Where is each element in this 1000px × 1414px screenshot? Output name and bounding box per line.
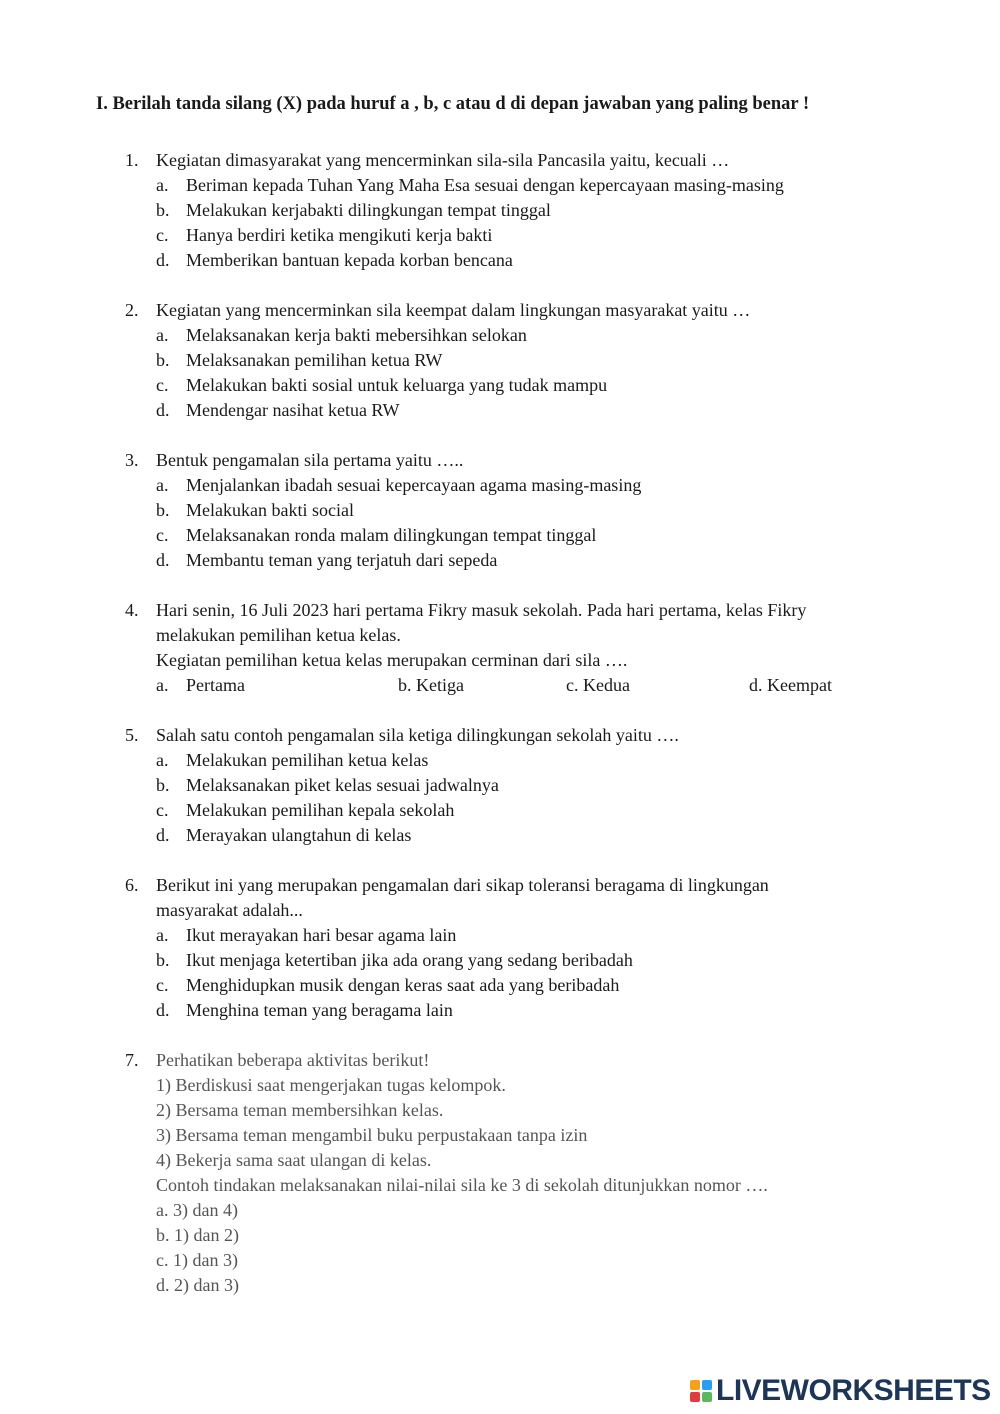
option-text: Melaksanakan kerja bakti mebersihkan selokan <box>186 325 527 345</box>
option-letter: d. <box>156 250 170 270</box>
option-letter: a. <box>156 750 169 770</box>
liveworksheets-logo-icon <box>690 1380 712 1402</box>
option-letter: d. <box>156 825 170 845</box>
question-number: 1. <box>125 150 139 170</box>
option-letter: a. <box>156 925 169 945</box>
option-letter: c. <box>156 800 169 820</box>
option-letter: b. <box>156 950 170 970</box>
activity-item-4: 4) Bekerja sama saat ulangan di kelas. <box>156 1150 432 1170</box>
option-a[interactable]: a. 3) dan 4) <box>156 1200 238 1220</box>
question-number: 4. <box>125 600 139 620</box>
option-b[interactable]: b. Ketiga <box>398 675 464 695</box>
option-letter: d. <box>156 400 170 420</box>
question-text: masyarakat adalah... <box>156 900 303 920</box>
option-text: Mendengar nasihat ketua RW <box>186 400 400 420</box>
question-text: Kegiatan pemilihan ketua kelas merupakan cerminan dari sila …. <box>156 650 628 670</box>
option-c[interactable]: c. 1) dan 3) <box>156 1250 238 1270</box>
option-text: Melaksanakan piket kelas sesuai jadwalnya <box>186 775 499 795</box>
option-text: Merayakan ulangtahun di kelas <box>186 825 412 845</box>
option-c[interactable]: c. Kedua <box>566 675 630 695</box>
question-text: Salah satu contoh pengamalan sila ketiga dilingkungan sekolah yaitu …. <box>156 725 679 745</box>
option-d[interactable]: d. Keempat <box>749 675 832 695</box>
option-letter: c. <box>156 225 169 245</box>
question-text: Hari senin, 16 Juli 2023 hari pertama Fikry masuk sekolah. Pada hari pertama, kelas Fikry <box>156 600 807 620</box>
option-letter: d. <box>156 550 170 570</box>
option-text: Melakukan kerjabakti dilingkungan tempat tinggal <box>186 200 551 220</box>
question-number: 6. <box>125 875 139 895</box>
instruction-heading: I. Berilah tanda silang (X) pada huruf a , b, c atau d di depan jawaban yang paling benar ! <box>96 94 810 114</box>
option-text: Menghina teman yang beragama lain <box>186 1000 453 1020</box>
option-d[interactable]: d. 2) dan 3) <box>156 1275 239 1295</box>
liveworksheets-logo[interactable] <box>690 1373 991 1409</box>
question-prompt: Contoh tindakan melaksanakan nilai-nilai sila ke 3 di sekolah ditunjukkan nomor …. <box>156 1175 768 1195</box>
option-a[interactable]: a. <box>156 675 169 695</box>
question-text: Berikut ini yang merupakan pengamalan dari sikap toleransi beragama di lingkungan <box>156 875 769 895</box>
option-letter: b. <box>156 200 170 220</box>
option-text: Menjalankan ibadah sesuai kepercayaan agama masing-masing <box>186 475 642 495</box>
logo-text: LIVEWORKSHEETS <box>716 1374 991 1407</box>
question-text: Kegiatan yang mencerminkan sila keempat dalam lingkungan masyarakat yaitu … <box>156 300 751 320</box>
option-letter: a. <box>156 325 169 345</box>
option-text: Melakukan pemilihan ketua kelas <box>186 750 429 770</box>
question-text: Perhatikan beberapa aktivitas berikut! <box>156 1050 430 1070</box>
option-letter: d. <box>156 1000 170 1020</box>
option-text: Melakukan pemilihan kepala sekolah <box>186 800 455 820</box>
option-text: Ikut merayakan hari besar agama lain <box>186 925 457 945</box>
option-text: Melaksanakan ronda malam dilingkungan tempat tinggal <box>186 525 597 545</box>
option-text: Melaksanakan pemilihan ketua RW <box>186 350 443 370</box>
option-text: Ikut menjaga ketertiban jika ada orang yang sedang beribadah <box>186 950 633 970</box>
option-text: Melakukan bakti sosial untuk keluarga yang tudak mampu <box>186 375 608 395</box>
option-letter: c. <box>156 525 169 545</box>
option-text: Hanya berdiri ketika mengikuti kerja bakti <box>186 225 493 245</box>
option-letter: c. <box>156 975 169 995</box>
option-text: Melakukan bakti social <box>186 500 354 520</box>
question-text: Bentuk pengamalan sila pertama yaitu ….. <box>156 450 464 470</box>
option-text: Pertama <box>186 675 245 695</box>
option-letter: a. <box>156 175 169 195</box>
option-letter: b. <box>156 500 170 520</box>
question-number: 3. <box>125 450 139 470</box>
option-letter: b. <box>156 775 170 795</box>
option-text: Membantu teman yang terjatuh dari sepeda <box>186 550 498 570</box>
activity-item-1: 1) Berdiskusi saat mengerjakan tugas kelompok. <box>156 1075 506 1095</box>
question-text: Kegiatan dimasyarakat yang mencerminkan sila-sila Pancasila yaitu, kecuali … <box>156 150 730 170</box>
option-text: Memberikan bantuan kepada korban bencana <box>186 250 513 270</box>
question-text: melakukan pemilihan ketua kelas. <box>156 625 401 645</box>
option-letter: b. <box>156 350 170 370</box>
activity-item-2: 2) Bersama teman membersihkan kelas. <box>156 1100 444 1120</box>
question-number: 5. <box>125 725 139 745</box>
option-b[interactable]: b. 1) dan 2) <box>156 1225 239 1245</box>
option-text: Menghidupkan musik dengan keras saat ada yang beribadah <box>186 975 620 995</box>
question-number: 7. <box>125 1050 139 1070</box>
option-letter: c. <box>156 375 169 395</box>
option-letter: a. <box>156 475 169 495</box>
question-number: 2. <box>125 300 139 320</box>
option-text: Beriman kepada Tuhan Yang Maha Esa sesuai dengan kepercayaan masing-masing <box>186 175 784 195</box>
activity-item-3: 3) Bersama teman mengambil buku perpustakaan tanpa izin <box>156 1125 588 1145</box>
